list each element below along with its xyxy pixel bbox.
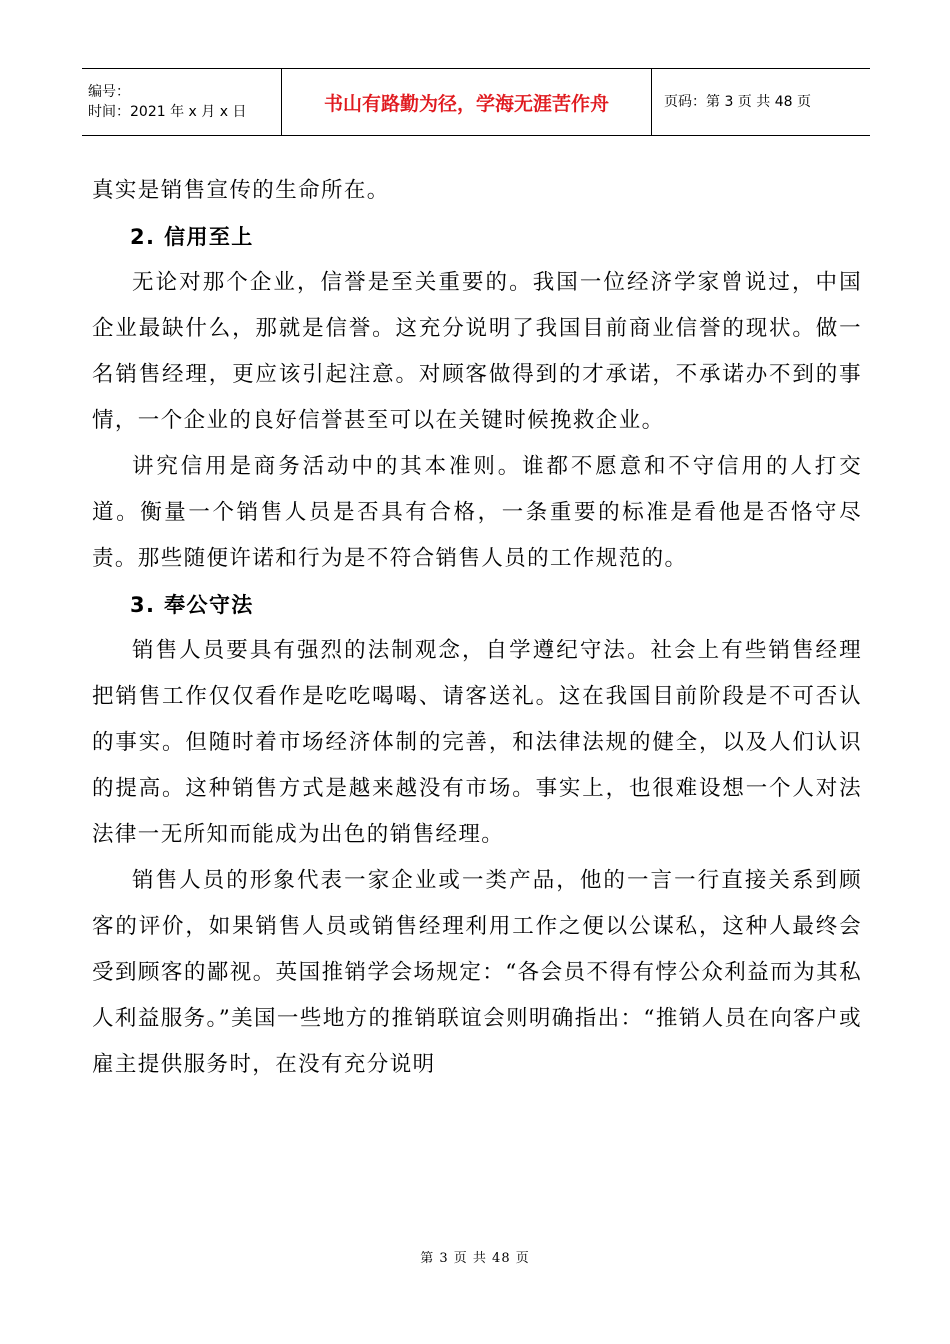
document-header bbox=[82, 68, 870, 136]
section-heading-credit: 2. 信用至上 bbox=[130, 225, 254, 249]
header-meta-cell bbox=[82, 69, 282, 135]
paragraph-credit-principle: 讲究信用是商务活动中的其本准则。谁都不愿意和不守信用的人打交道。衡量一个销售人员是否具有合格，一条重要的标准是看他是否恪守尽责。那些随便许诺和行为是不符合销售人员的工作规范的。 bbox=[92, 454, 862, 571]
section-heading-law: 3. 奉公守法 bbox=[130, 593, 254, 617]
paragraph-credit-importance: 无论对那个企业，信誉是至关重要的。我国一位经济学家曾说过，中国企业最缺什么，那就是信誉。这充分说明了我国目前商业信誉的现状。做一名销售经理，更应该引起注意。对顾客做得到的才承诺，不承诺办不到的事情，一个企业的良好信誉甚至可以在关键时候挽救企业。 bbox=[92, 270, 862, 433]
header-page-info: 页码：第 3 页 共 48 页 bbox=[664, 94, 811, 110]
paragraph-law-awareness: 销售人员要具有强烈的法制观念，自学遵纪守法。社会上有些销售经理把销售工作仅仅看作是吃吃喝喝、请客送礼。这在我国目前阶段是不可否认的事实。但随时着市场经济体制的完善，和法律法规的健全，以及人们认识的提高。这种销售方式是越来越没有市场。事实上，也很难设想一个人对法法律一无所知而能成为出色的销售经理。 bbox=[92, 638, 862, 847]
intro-paragraph: 真实是销售宣传的生命所在。 bbox=[92, 178, 390, 203]
document-date-label: 时间：2021 年 x 月 x 日 bbox=[88, 104, 247, 120]
paragraph-public-interest: 销售人员的形象代表一家企业或一类产品，他的一言一行直接关系到顾客的评价，如果销售人员或销售经理利用工作之便以公谋私，这种人最终会受到顾客的鄙视。英国推销学会场规定：“各会员不得有悖公众利益而为其私人利益服务。”美国一些地方的推销联谊会则明确指出：“推销人员在向客户或雇主提供服务时，在没有充分说明 bbox=[92, 868, 862, 1077]
document-body bbox=[92, 168, 862, 1088]
header-motto-cell bbox=[282, 69, 652, 135]
page-footer: 第 3 页 共 48 页 bbox=[420, 1251, 530, 1266]
header-motto: 书山有路勤为径，学海无涯苦作舟 bbox=[323, 92, 609, 115]
document-number-label: 编号： bbox=[88, 84, 130, 100]
header-page-cell bbox=[652, 69, 870, 135]
